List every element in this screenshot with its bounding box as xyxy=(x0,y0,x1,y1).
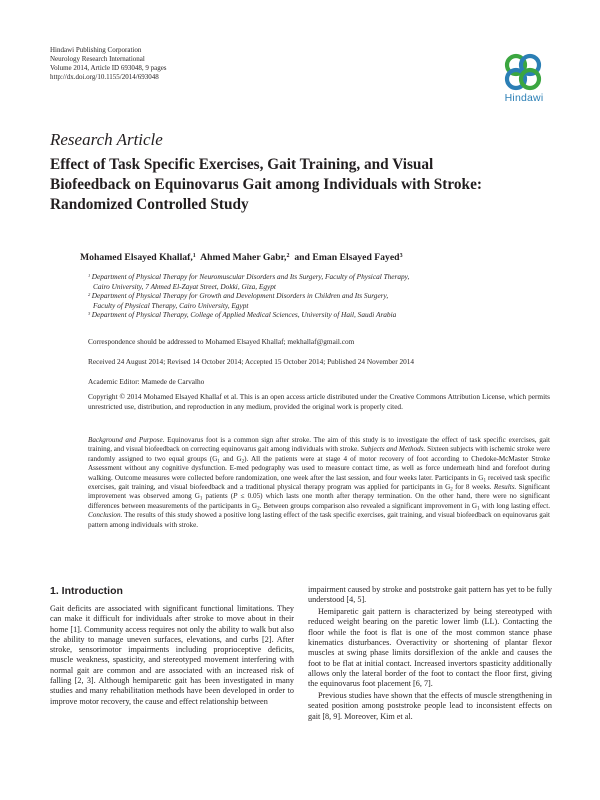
affiliations xyxy=(88,272,548,320)
affiliation-1: $^1$ Department of Physical Therapy for Neuromuscular Disorders and Its Surgery, Faculty of Physical Therapy, Cairo University, 7 Ahmed El-Zayat Street, Dokki, Giza, Egypt xyxy=(88,272,410,291)
journal-name: Neurology Research International xyxy=(50,55,145,63)
article-title: Effect of Task Specific Exercises, Gait Training, and Visual Biofeedback on Equinovarus Gait among Individuals with Stroke: Randomized Controlled Study xyxy=(50,156,482,213)
copyright-notice: Copyright © 2014 Mohamed Elsayed Khallaf et al. This is an open access article distributed under the Creative Commons Attribution License, which permits unrestricted use, distribution, and reproduction in any medium, provided the original work is properly cited. xyxy=(88,392,550,411)
author-list xyxy=(80,252,403,263)
volume-line: Volume 2014, Article ID 693048, 9 pages xyxy=(50,64,167,72)
affiliation-2: $^2$ Department of Physical Therapy for Growth and Development Disorders in Children and Its Surgery, Faculty of Physical Therapy, Cairo University, Egypt xyxy=(88,291,389,310)
hindawi-logo-text: Hindawi xyxy=(504,92,544,104)
body-column-left xyxy=(50,604,294,707)
paragraph: impairment caused by stroke and poststroke gait pattern has yet to be fully understood [4, 5]. xyxy=(308,585,552,605)
correspondence: Correspondence should be addressed to Mohamed Elsayed Khallaf; mekhallaf@gmail.com xyxy=(88,337,355,346)
paragraph: Gait deficits are associated with significant functional limitations. They can make it difficult for individuals after stroke to move about in their home [1]. Community access requires not only the ability to walk but also the ability to manage uneven surfaces, elevations, and curbs [2]. After stroke, sensorimotor impairments including proprioceptive deficits, muscle weakness, spasticity, and stereotyped movement interfering with normal gait are common and are associated with an increased risk of falling [2, 3]. Although hemiparetic gait has been investigated in many studies and many rehabilitation methods have been developed in order to improve motor recovery, the cause and effect relationship between xyxy=(50,604,294,706)
academic-editor: Academic Editor: Mamede de Carvalho xyxy=(88,377,205,386)
abstract: Background and Purpose. Equinovarus foot is a common sign after stroke. The aim of this study is to investigate the effect of task specific exercises, gait training, and visual biofeedback on correcting equinovarus gait among individuals with stroke. Subjects and Methods. Sixteen subjects with ischemic stroke were randomly assigned to two equal groups ($G_1$ and $G_2$). All the patients were at stage 4 of motor recovery of foot according to Chedoke-McMaster Stroke Assessment without any cognitive dysfunction. E-med pedography was used to measure contact time, as well as force underneath hind and forefoot during walking. Outcome measures were collected before randomization, one week after the last session, and four weeks later. Participants in $G_1$ received task specific exercises, gait training, and visual biofeedback and a traditional physical therapy program was applied for participants in $G_2$ for 8 weeks. Results. Significant improvement was observed among $G_1$ patients (P ≤ 0.05) which lasts one month after therapy termination. On the other hand, there were no significant differences between measurements of the participants in $G_2$. Between groups comparison also revealed a significant improvement in $G_1$ with long lasting effect. Conclusion. The results of this study showed a positive long lasting effect of the task specific exercises, gait training, and visual biofeedback on equinovarus gait pattern among individuals with stroke. xyxy=(88,436,551,529)
author-name: Mohamed Elsayed Khallaf, xyxy=(80,252,193,263)
author-name: Ahmed Maher Gabr, xyxy=(200,252,287,263)
section-heading-introduction: 1. Introduction xyxy=(50,585,123,597)
author-name: and Eman Elsayed Fayed xyxy=(294,252,400,263)
affiliation-3: $^3$ Department of Physical Therapy, College of Applied Medical Sciences, University of Hail, Saudi Arabia xyxy=(88,310,397,320)
paragraph: Hemiparetic gait pattern is characterized by being stereotyped with reduced weight bearing on the paretic lower limb (LL). Contacting the floor while the foot is flat is one of the most common stance phase kinematics disturbances. Overactivity or shortening of plantar flexor muscles at swing phase limits dorsiflexion of the ankle and causes the foot to be flat at initial contact. Increased invertors spasticity additionally allows only the lateral border of the foot to contact the floor first, giving the equinovarus foot placement [6, 7]. xyxy=(308,607,552,689)
body-column-right xyxy=(308,585,552,722)
journal-header xyxy=(50,46,167,82)
article-dates: Received 24 August 2014; Revised 14 October 2014; Accepted 15 October 2014; Published 24 November 2014 xyxy=(88,357,415,366)
author-affil-sup: 1 xyxy=(192,253,196,259)
doi-link[interactable]: http://dx.doi.org/10.1155/2014/693048 xyxy=(50,73,159,81)
publisher-line: Hindawi Publishing Corporation xyxy=(50,46,142,54)
author-affil-sup: 3 xyxy=(399,253,403,259)
author-affil-sup: 2 xyxy=(286,253,290,259)
paragraph: Previous studies have shown that the effects of muscle strengthening in seated position among poststroke people lead to inconsistent effects on gait [8, 9]. Moreover, Kim et al. xyxy=(308,690,552,721)
article-type: Research Article xyxy=(50,130,163,149)
